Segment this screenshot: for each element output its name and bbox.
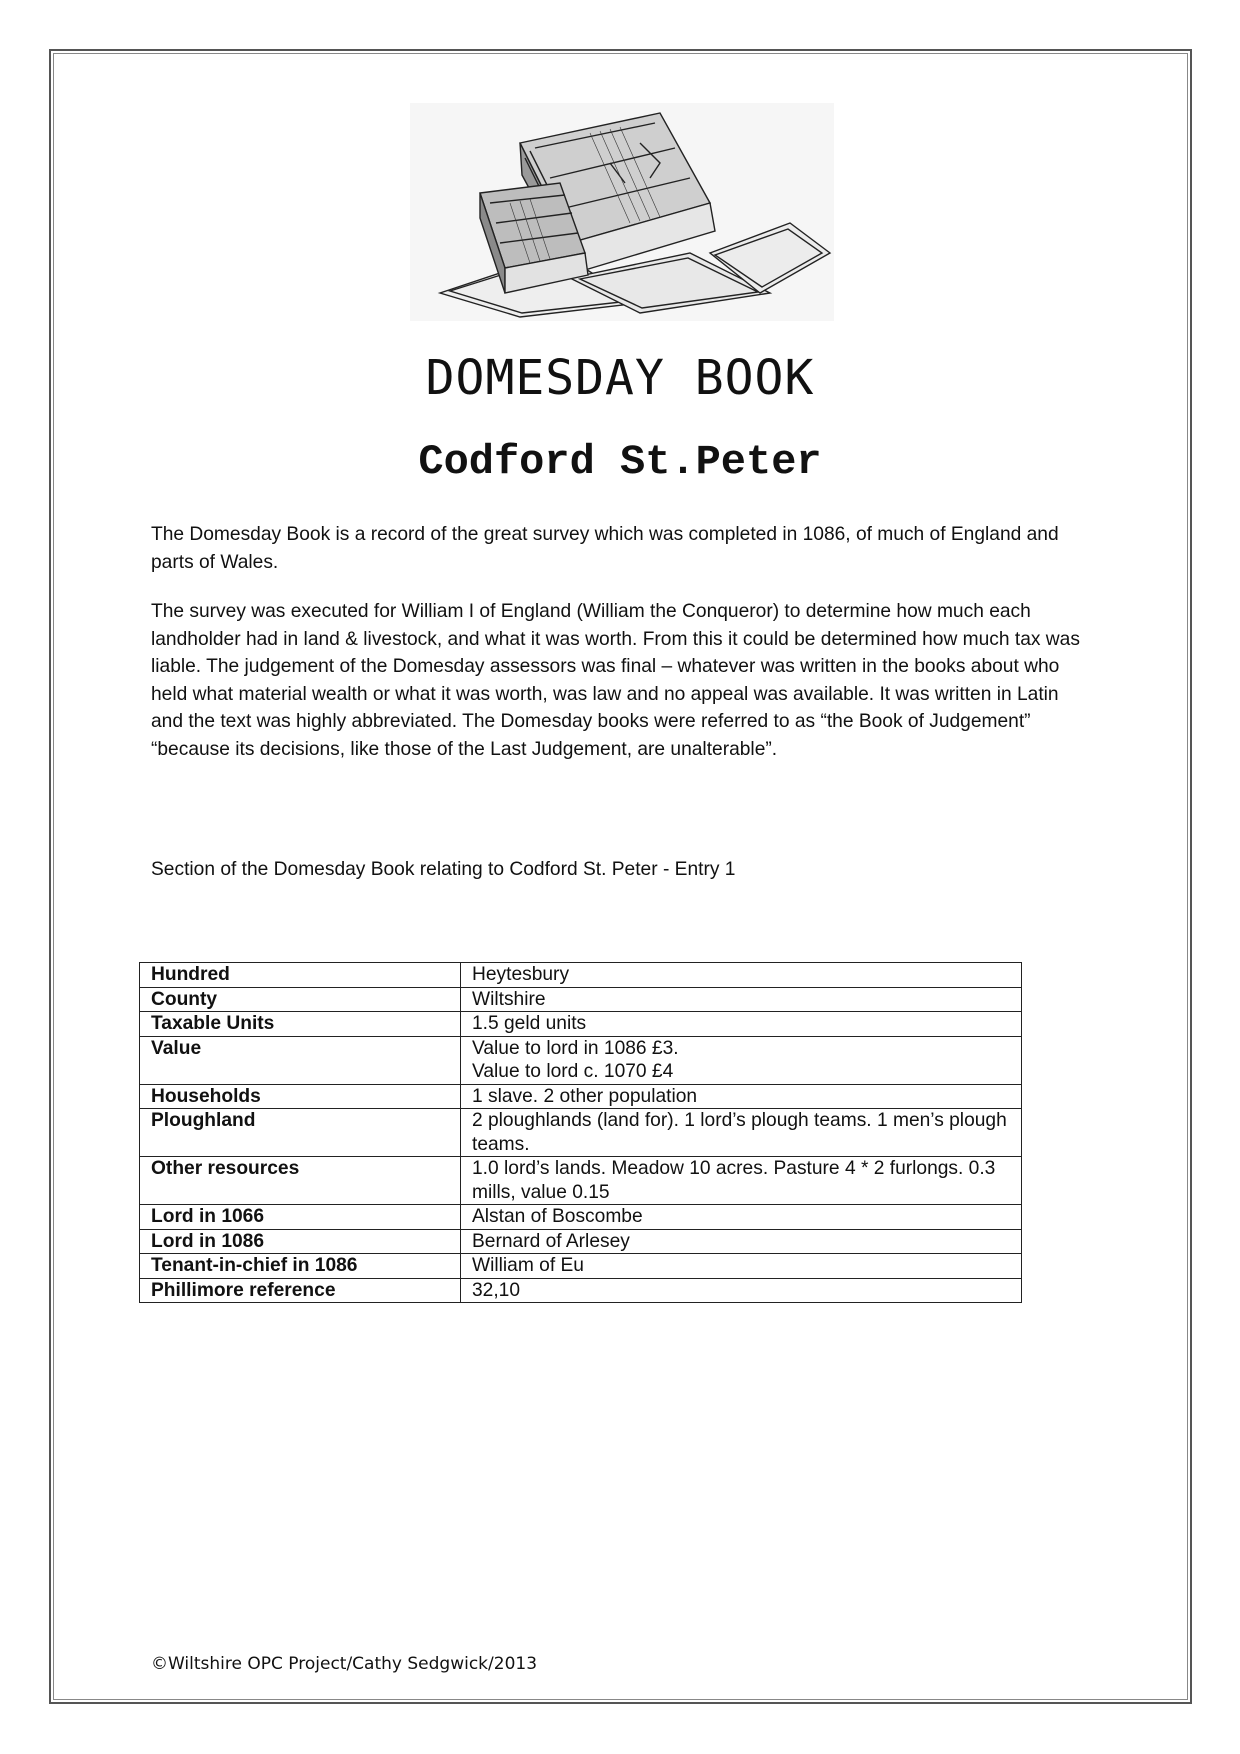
row-value: Bernard of Arlesey xyxy=(461,1229,1022,1254)
row-value: 1.0 lord’s lands. Meadow 10 acres. Pasture 4 * 2 furlongs. 0.3 mills, value 0.15 xyxy=(461,1157,1022,1205)
row-label: Lord in 1086 xyxy=(140,1229,461,1254)
row-value: 1.5 geld units xyxy=(461,1012,1022,1037)
row-label: Value xyxy=(140,1036,461,1084)
row-label: Ploughland xyxy=(140,1109,461,1157)
row-value: Heytesbury xyxy=(461,963,1022,988)
row-label: Households xyxy=(140,1084,461,1109)
table-row xyxy=(140,1254,1022,1279)
table-row xyxy=(140,987,1022,1012)
row-value: Alstan of Boscombe xyxy=(461,1205,1022,1230)
row-value: William of Eu xyxy=(461,1254,1022,1279)
page-title: DOMESDAY BOOK xyxy=(425,350,815,406)
books-engraving-icon xyxy=(410,103,834,321)
table-row xyxy=(140,1036,1022,1084)
table-row xyxy=(140,1109,1022,1157)
intro-paragraph: The survey was executed for William I of England (William the Conqueror) to determine how much each landholder had in land & livestock, and what it was worth. From this it could be determined how much tax was liable. The judgement of the Domesday assessors was final – whatever was written in the books about who held what material wealth or what it was worth, was law and no appeal was available. It was written in Latin and the text was highly abbreviated. The Domesday books were referred to as “the Book of Judgement” “because its decisions, like those of the Last Judgement, are unalterable”. xyxy=(151,601,1080,760)
domesday-books-illustration xyxy=(410,103,834,321)
table-row xyxy=(140,963,1022,988)
section-caption: Section of the Domesday Book relating to Codford St. Peter - Entry 1 xyxy=(151,859,736,880)
intro-paragraph: The Domesday Book is a record of the great survey which was completed in 1086, of much of England and parts of Wales. xyxy=(151,524,1059,573)
table-row xyxy=(140,1012,1022,1037)
row-label: Lord in 1066 xyxy=(140,1205,461,1230)
row-value xyxy=(461,1036,1022,1084)
table-row xyxy=(140,1084,1022,1109)
row-label: Taxable Units xyxy=(140,1012,461,1037)
row-label: County xyxy=(140,987,461,1012)
row-value: 1 slave. 2 other population xyxy=(461,1084,1022,1109)
row-value: Wiltshire xyxy=(461,987,1022,1012)
table-row xyxy=(140,1157,1022,1205)
page-subtitle: Codford St.Peter xyxy=(418,438,822,486)
row-value: 32,10 xyxy=(461,1278,1022,1303)
row-label: Other resources xyxy=(140,1157,461,1205)
row-value: 2 ploughlands (land for). 1 lord’s plough teams. 1 men’s plough teams. xyxy=(461,1109,1022,1157)
row-value-line: Value to lord in 1086 £3. xyxy=(472,1037,679,1059)
copyright-footer: ©Wiltshire OPC Project/Cathy Sedgwick/2013 xyxy=(151,1654,538,1674)
row-label: Hundred xyxy=(140,963,461,988)
row-label: Tenant-in-chief in 1086 xyxy=(140,1254,461,1279)
table-row xyxy=(140,1229,1022,1254)
table-row xyxy=(140,1278,1022,1303)
row-value-line: Value to lord c. 1070 £4 xyxy=(472,1061,674,1082)
row-label: Phillimore reference xyxy=(140,1278,461,1303)
domesday-entry-table xyxy=(139,962,1022,1303)
table-row xyxy=(140,1205,1022,1230)
